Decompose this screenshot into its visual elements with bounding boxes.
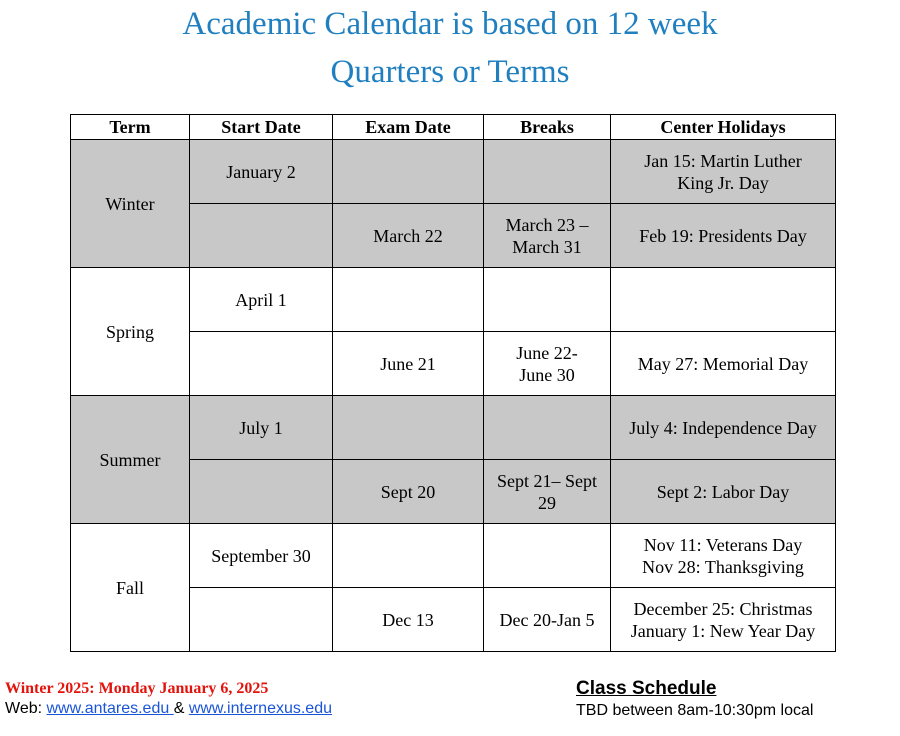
term-name-cell: Spring [71,268,190,396]
center-holidays-cell [611,268,836,332]
breaks-cell [484,140,611,204]
center-holidays-cell [611,524,836,588]
exam-date-cell: Dec 13 [333,588,484,652]
center-holidays-cell [611,140,836,204]
center-holidays-cell [611,588,836,652]
holiday-line: Nov 28: Thanksgiving [642,556,804,577]
holiday-line: January 1: New Year Day [630,620,816,641]
header-breaks: Breaks [484,115,611,140]
breaks-cell [484,588,611,652]
breaks-line: 29 [538,492,556,513]
breaks-cell [484,460,611,524]
center-holidays-cell [611,460,836,524]
web-label: Web: [5,700,47,717]
center-holidays-cell [611,396,836,460]
title-line-2: Quarters or Terms [330,54,570,90]
exam-date-cell: June 21 [333,332,484,396]
table-header-row [71,115,836,140]
holiday-line: December 25: Christmas [633,598,813,619]
header-center-holidays: Center Holidays [611,115,836,140]
start-date-cell: January 2 [190,140,333,204]
breaks-cell [484,396,611,460]
exam-date-cell: Sept 20 [333,460,484,524]
start-date-cell [190,204,333,268]
term-name-cell: Fall [71,524,190,652]
calendar-body [71,140,836,652]
breaks-line: March 31 [512,236,582,257]
exam-date-cell [333,140,484,204]
web-links-line [5,699,332,719]
breaks-cell [484,268,611,332]
class-schedule-text: TBD between 8am-10:30pm local [576,702,814,719]
footer-info [5,679,332,719]
breaks-line: March 23 – [505,214,589,235]
title-line-1: Academic Calendar is based on 12 week [182,6,718,42]
table-row [71,268,836,332]
breaks-line: Dec 20-Jan 5 [499,609,595,630]
start-date-cell [190,460,333,524]
header-term: Term [71,115,190,140]
table-row [71,140,836,204]
holiday-line: Nov 11: Veterans Day [643,534,803,555]
breaks-line: June 30 [519,364,575,385]
holiday-line: King Jr. Day [677,172,769,193]
start-date-cell: September 30 [190,524,333,588]
breaks-cell [484,332,611,396]
holiday-line: July 4: Independence Day [629,417,817,438]
holiday-line: Jan 15: Martin Luther [644,150,802,171]
start-date-cell: July 1 [190,396,333,460]
start-date-cell [190,332,333,396]
start-date-cell: April 1 [190,268,333,332]
header-exam-date: Exam Date [333,115,484,140]
holiday-line: Sept 2: Labor Day [656,481,790,502]
breaks-cell [484,204,611,268]
class-schedule-title: Class Schedule [576,678,717,699]
exam-date-cell [333,396,484,460]
class-schedule [576,677,813,721]
ampersand: & [173,700,189,717]
holiday-line: Feb 19: Presidents Day [639,225,807,246]
term-start-announcement: Winter 2025: Monday January 6, 2025 [5,680,269,697]
page-title [0,0,900,96]
center-holidays-cell [611,332,836,396]
internexus-link[interactable]: www.internexus.edu [188,700,332,717]
exam-date-cell [333,524,484,588]
antares-link[interactable]: www.antares.edu [46,700,174,717]
breaks-line: Sept 21– Sept [496,470,597,491]
header-start-date: Start Date [190,115,333,140]
table-row [71,396,836,460]
exam-date-cell [333,268,484,332]
term-name-cell: Winter [71,140,190,268]
exam-date-cell: March 22 [333,204,484,268]
breaks-cell [484,524,611,588]
term-name-cell: Summer [71,396,190,524]
academic-calendar-table [70,114,836,652]
holiday-line: May 27: Memorial Day [637,353,809,374]
table-row [71,524,836,588]
breaks-line: June 22- [516,342,578,363]
center-holidays-cell [611,204,836,268]
start-date-cell [190,588,333,652]
